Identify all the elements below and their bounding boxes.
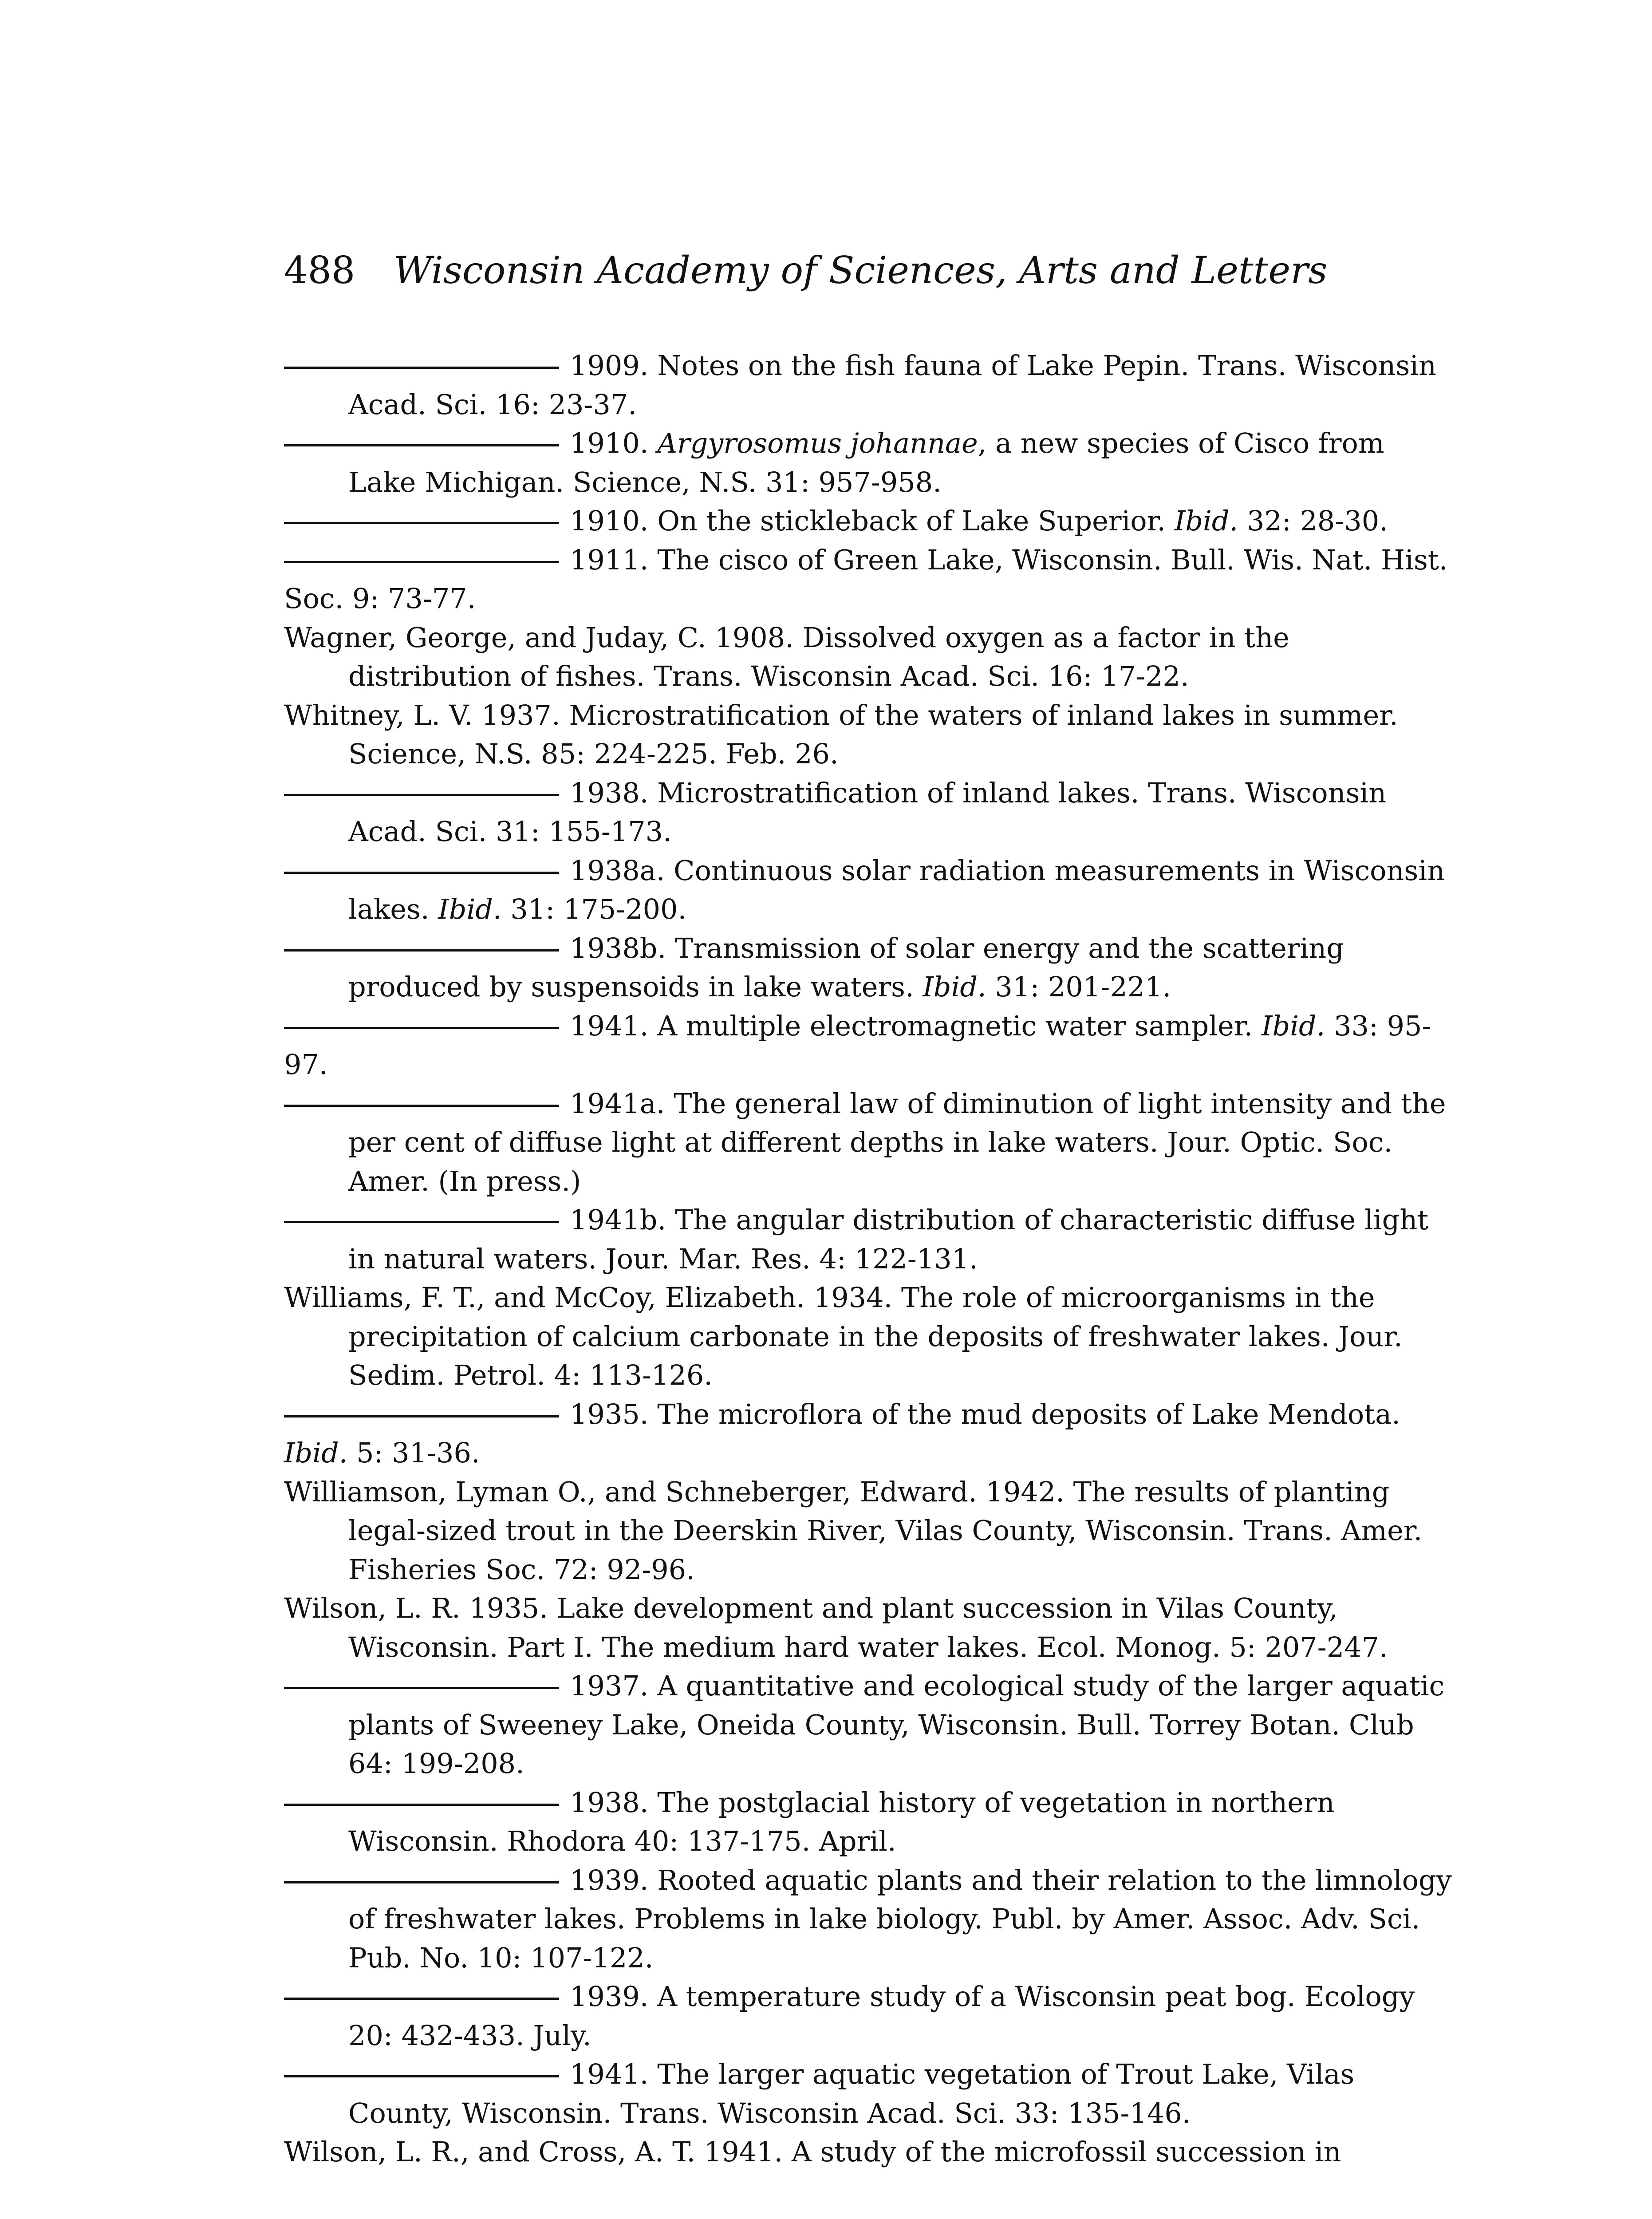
reference-entry <box>284 618 1455 696</box>
reference-entry <box>284 851 1455 929</box>
same-author-rule <box>284 561 559 563</box>
reference-text: 1910. On the stickleback of Lake Superior. <box>570 505 1175 537</box>
italic-text: Ibid. <box>438 893 502 925</box>
reference-entry <box>284 1278 1455 1395</box>
italic-text: Ibid. <box>1261 1009 1325 1042</box>
same-author-rule <box>284 1687 559 1689</box>
reference-text: 31: 201-221. <box>986 971 1171 1003</box>
same-author-rule <box>284 1415 559 1417</box>
reference-text: 1941b. The angular distribution of characteristic diffuse light in natural waters. Jour. Mar. Res. 4: 122-131. <box>348 1204 1429 1275</box>
reference-entry <box>284 2132 1455 2172</box>
same-author-rule <box>284 1804 559 1806</box>
reference-entry <box>284 541 1455 618</box>
same-author-rule <box>284 522 559 524</box>
reference-entry <box>284 1084 1455 1201</box>
reference-entry <box>284 1007 1455 1084</box>
same-author-rule <box>284 367 559 369</box>
reference-text: Williamson, Lyman O., and Schneberger, Edward. 1942. The results of planting legal-sized trout in the Deerskin River, Vilas County, Wisconsin. Trans. Amer. Fisheries Soc. 72: 92-96. <box>284 1475 1423 1586</box>
reference-list <box>284 346 1455 2172</box>
same-author-rule <box>284 2075 559 2077</box>
reference-entry <box>284 1783 1455 1861</box>
same-author-rule <box>284 1027 559 1029</box>
reference-entry <box>284 1666 1455 1783</box>
reference-text: 1909. Notes on the fish fauna of Lake Pepin. Trans. Wisconsin Acad. Sci. 16: 23-37. <box>348 349 1436 421</box>
same-author-rule <box>284 1881 559 1883</box>
reference-text: 1938a. Continuous solar radiation measurements in Wisconsin lakes. <box>348 854 1445 925</box>
reference-text: 32: 28-30. <box>1238 505 1388 537</box>
running-header <box>284 249 1327 292</box>
italic-text: Ibid. <box>284 1437 348 1469</box>
reference-text: 1935. The microflora of the mud deposits of Lake Mendota. <box>570 1398 1400 1430</box>
reference-entry <box>284 1861 1455 1978</box>
reference-text: 1938. The postglacial history of vegetation in northern Wisconsin. Rhodora 40: 137-175. April. <box>348 1786 1335 1857</box>
reference-entry <box>284 929 1455 1007</box>
reference-entry <box>284 1589 1455 1666</box>
reference-text: 1941a. The general law of diminution of light intensity and the per cent of diffuse light at different depths in lake waters. Jour. Optic. Soc. Amer. (In press.) <box>348 1087 1446 1197</box>
italic-text: Argyrosomus johannae <box>657 427 978 459</box>
reference-text: 1938b. Transmission of solar energy and the scattering produced by suspensoids in lake waters. <box>348 932 1344 1003</box>
reference-entry <box>284 1200 1455 1278</box>
reference-entry <box>284 1977 1455 2055</box>
reference-entry <box>284 774 1455 851</box>
reference-text: Wilson, L. R., and Cross, A. T. 1941. A study of the microfossil succession in <box>284 2136 1341 2168</box>
same-author-rule <box>284 1998 559 2000</box>
reference-entry <box>284 1395 1455 1473</box>
reference-entry <box>284 2055 1455 2132</box>
reference-entry <box>284 501 1455 541</box>
reference-entry <box>284 424 1455 501</box>
reference-text: 1910. <box>570 427 658 459</box>
reference-text: 1941. The larger aquatic vegetation of Trout Lake, Vilas County, Wisconsin. Trans. Wisconsin Acad. Sci. 33: 135-146. <box>348 2058 1355 2129</box>
italic-text: Ibid. <box>1174 505 1238 537</box>
reference-text: 1939. A temperature study of a Wisconsin peat bog. Ecology 20: 432-433. July. <box>348 1980 1415 2052</box>
reference-text: Wagner, George, and Juday, C. 1908. Dissolved oxygen as a factor in the distribution of fishes. Trans. Wisconsin Acad. Sci. 16: 17-22. <box>284 621 1289 692</box>
reference-text: Wilson, L. R. 1935. Lake development and plant succession in Vilas County, Wisconsin. Part I. The medium hard water lakes. Ecol. Monog. 5: 207-247. <box>284 1592 1388 1663</box>
reference-text: 1937. A quantitative and ecological study of the larger aquatic plants of Sweeney Lake, Oneida County, Wisconsin. Bull. Torrey Botan. Club 64: 199-208. <box>348 1670 1445 1780</box>
reference-text: Williams, F. T., and McCoy, Elizabeth. 1934. The role of microorganisms in the precipitation of calcium carbonate in the deposits of freshwater lakes. Jour. Sedim. Petrol. 4: 113-126. <box>284 1281 1403 1391</box>
same-author-rule <box>284 444 559 446</box>
same-author-rule <box>284 872 559 874</box>
reference-text: 1941. A multiple electromagnetic water sampler. <box>570 1009 1262 1042</box>
reference-text: 1939. Rooted aquatic plants and their relation to the limnology of freshwater lakes. Problems in lake biology. Publ. by Amer. Assoc. Adv. Sci. Pub. No. 10: 107-122. <box>348 1864 1452 1974</box>
reference-text: Whitney, L. V. 1937. Microstratification of the waters of inland lakes in summer. Science, N.S. 85: 224-225. Feb. 26. <box>284 699 1398 770</box>
reference-text: 1938. Microstratification of inland lakes. Trans. Wisconsin Acad. Sci. 31: 155-173. <box>348 776 1387 848</box>
same-author-rule <box>284 794 559 796</box>
reference-entry <box>284 1473 1455 1589</box>
reference-text: , a new species of Cisco from Lake Michigan. Science, N.S. 31: 957-958. <box>348 427 1384 498</box>
reference-entry <box>284 346 1455 424</box>
page-number: 488 <box>284 249 355 292</box>
reference-text: 1911. The cisco of Green Lake, Wisconsin. Bull. Wis. Nat. Hist. Soc. 9: 73-77. <box>284 543 1448 615</box>
reference-text: 33: 95-97. <box>284 1009 1431 1081</box>
reference-text: 5: 31-36. <box>347 1437 480 1469</box>
reference-entry <box>284 696 1455 774</box>
journal-title: Wisconsin Academy of Sciences, Arts and Letters <box>394 249 1328 292</box>
same-author-rule <box>284 949 559 952</box>
reference-text: 31: 175-200. <box>501 893 687 925</box>
same-author-rule <box>284 1105 559 1107</box>
same-author-rule <box>284 1221 559 1223</box>
italic-text: Ibid. <box>923 971 986 1003</box>
